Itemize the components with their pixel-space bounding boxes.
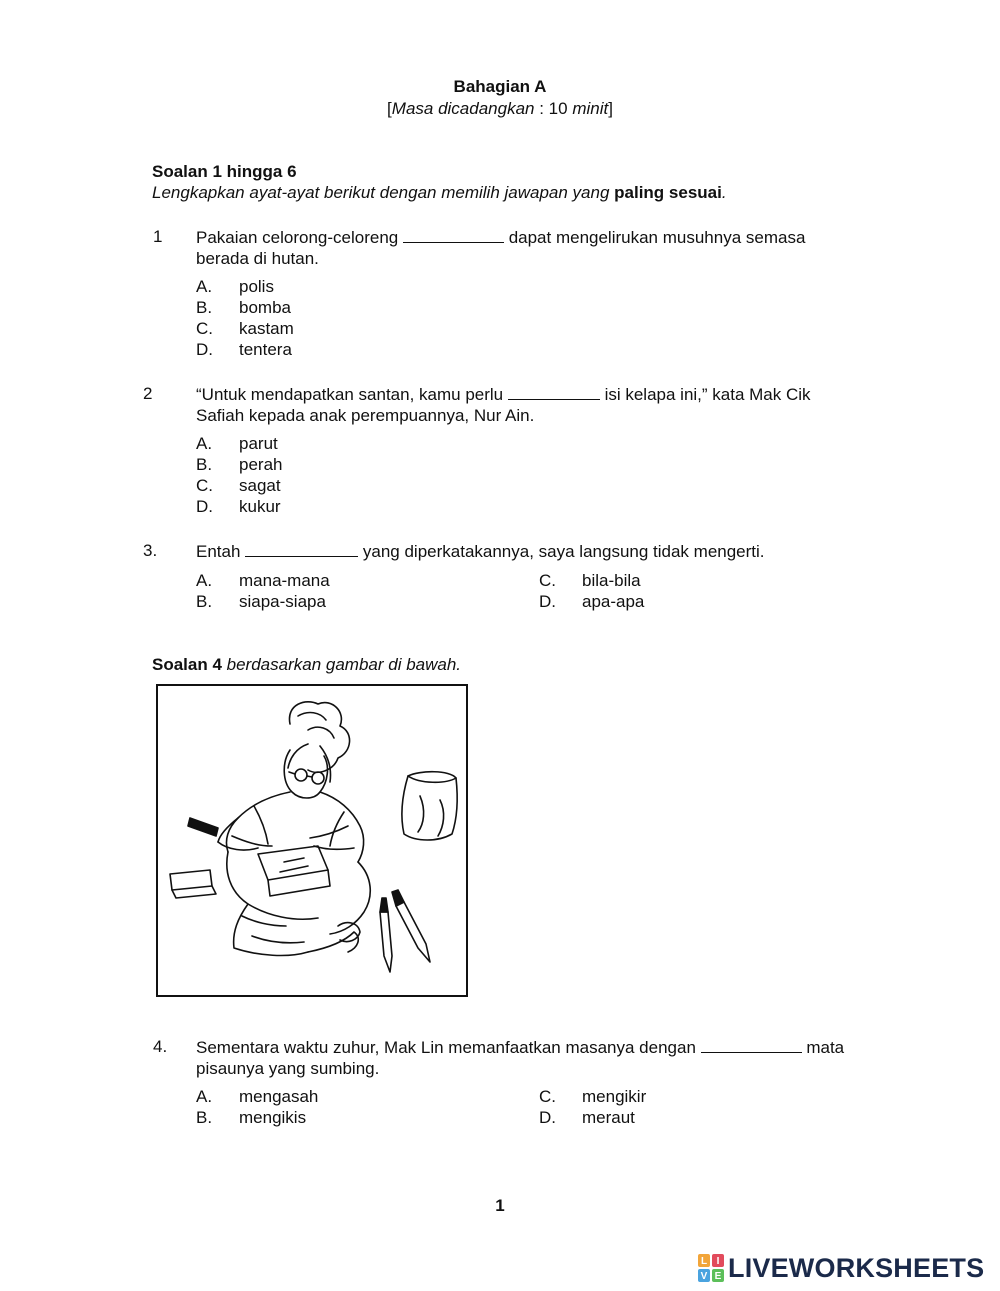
- option-c[interactable]: C. mengikir: [539, 1087, 647, 1106]
- option-b[interactable]: B. bomba: [196, 298, 291, 317]
- question-4: [0, 1037, 1000, 1132]
- option-a[interactable]: A. mengasah: [196, 1087, 319, 1106]
- question-text: “Untuk mendapatkan santan, kamu perlu isi kelapa ini,” kata Mak Cik Safiah kepada anak perempuannya, Nur Ain.: [196, 385, 811, 425]
- suggested-time: [Masa dicadangkan : 10 minit]: [387, 99, 613, 118]
- question-text: Entah yang diperkatakannya, saya langsung tidak mengerti.: [196, 542, 765, 561]
- question-number: 4.: [153, 1037, 168, 1056]
- logo-icon-letter: V: [700, 1271, 708, 1282]
- option-b[interactable]: B. mengikis: [196, 1108, 307, 1127]
- option-a[interactable]: A. mana-mana: [196, 571, 330, 590]
- question-number: 3.: [143, 541, 158, 560]
- option-c[interactable]: C. kastam: [196, 319, 294, 338]
- question-text: Sementara waktu zuhur, Mak Lin memanfaatkan masanya dengan mata pisaunya yang sumbing.: [196, 1038, 845, 1078]
- option-a[interactable]: A. polis: [196, 277, 274, 296]
- section-title: Bahagian A: [453, 77, 547, 96]
- option-d[interactable]: D. meraut: [539, 1108, 635, 1127]
- question-text: Pakaian celorong-celoreng dapat mengelirukan musuhnya semasa berada di hutan.: [196, 228, 806, 268]
- logo-icon-letter: E: [714, 1271, 722, 1282]
- page-number: 1: [495, 1196, 505, 1215]
- instruction-text: Lengkapkan ayat-ayat berikut dengan memilih jawapan yang paling sesuai.: [152, 183, 727, 202]
- logo-icon-letter: I: [716, 1256, 720, 1267]
- question-2: [0, 384, 1000, 524]
- option-a[interactable]: A. parut: [196, 434, 278, 453]
- option-c[interactable]: C. bila-bila: [539, 571, 641, 590]
- logo-icon-letter: L: [700, 1256, 708, 1267]
- option-d[interactable]: D. kukur: [196, 497, 281, 516]
- question-number: 1: [153, 227, 163, 246]
- option-c[interactable]: C. sagat: [196, 476, 281, 495]
- picture-prompt: Soalan 4 berdasarkan gambar di bawah.: [152, 655, 462, 674]
- option-d[interactable]: D. tentera: [196, 340, 292, 359]
- answer-blank[interactable]: [508, 385, 600, 400]
- option-b[interactable]: B. perah: [196, 455, 283, 474]
- liveworksheets-logo-icon: [698, 1254, 726, 1284]
- questions-range-heading: Soalan 1 hingga 6: [152, 162, 297, 181]
- question-illustration: [156, 684, 468, 997]
- answer-blank[interactable]: [701, 1038, 802, 1053]
- logo-text: LIVEWORKSHEETS: [728, 1253, 985, 1283]
- answer-blank[interactable]: [245, 542, 358, 557]
- woman-sharpening-knife-illustration: [158, 686, 465, 994]
- option-d[interactable]: D. apa-apa: [539, 592, 645, 611]
- question-3: [0, 541, 1000, 616]
- question-1: [0, 227, 1000, 367]
- answer-blank[interactable]: [403, 228, 504, 243]
- option-b[interactable]: B. siapa-siapa: [196, 592, 326, 611]
- question-number: 2: [143, 384, 153, 403]
